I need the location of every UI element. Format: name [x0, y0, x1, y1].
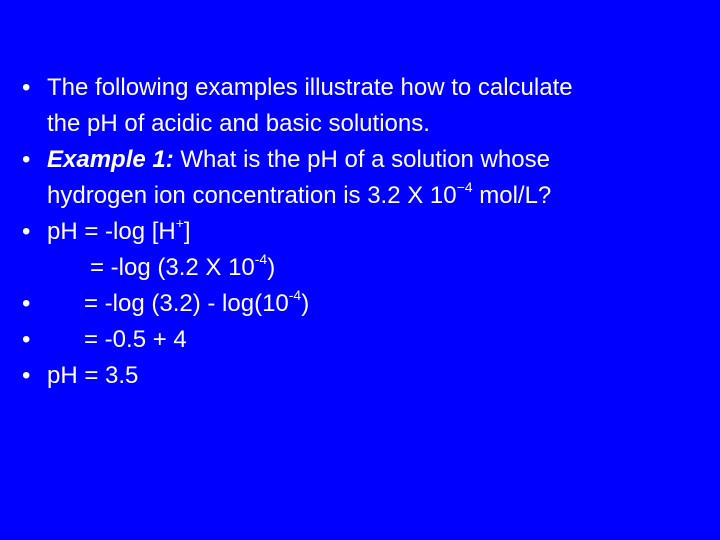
intro-line-1: The following examples illustrate how to calculate	[47, 74, 573, 101]
example-question-text: What is the pH of a solution whose	[173, 146, 550, 173]
exponent: -4	[254, 251, 268, 267]
exponent: −4	[456, 179, 473, 195]
bullet-list	[22, 70, 702, 394]
list-item	[22, 142, 702, 214]
list-item	[22, 286, 702, 322]
list-item	[22, 214, 702, 250]
example-question-line-1	[47, 142, 702, 178]
bullet-icon: •	[22, 362, 31, 389]
equation-text: pH = -log [H	[47, 218, 176, 245]
example-question-line-2	[47, 178, 702, 214]
equation-text-end: )	[301, 290, 310, 317]
bullet-icon: •	[22, 326, 31, 353]
list-item	[22, 250, 702, 286]
exponent: -4	[288, 287, 302, 303]
bullet-icon: •	[22, 146, 31, 173]
example-label: Example 1:	[47, 146, 174, 173]
equation-text: = -log (3.2 X 10	[90, 254, 255, 281]
charge-superscript: +	[175, 215, 184, 231]
bullet-icon: •	[22, 74, 31, 101]
list-item	[22, 322, 702, 358]
equation-step-2	[90, 250, 702, 286]
equation-text: = -log (3.2) - log(10	[84, 290, 289, 317]
list-item	[22, 70, 702, 142]
bullet-icon: •	[22, 218, 31, 245]
equation-step-4: = -0.5 + 4	[84, 326, 187, 353]
answer-line: pH = 3.5	[47, 362, 139, 389]
equation-text-end: ]	[183, 218, 191, 245]
intro-line-2: the pH of acidic and basic solutions.	[47, 110, 430, 137]
equation-text-end: )	[267, 254, 276, 281]
unit-text: mol/L?	[472, 182, 552, 209]
bullet-icon: •	[22, 290, 31, 317]
equation-step-1	[47, 214, 702, 250]
concentration-text: hydrogen ion concentration is 3.2 X 10	[47, 182, 457, 209]
list-item	[22, 358, 702, 394]
equation-step-3	[84, 286, 702, 322]
